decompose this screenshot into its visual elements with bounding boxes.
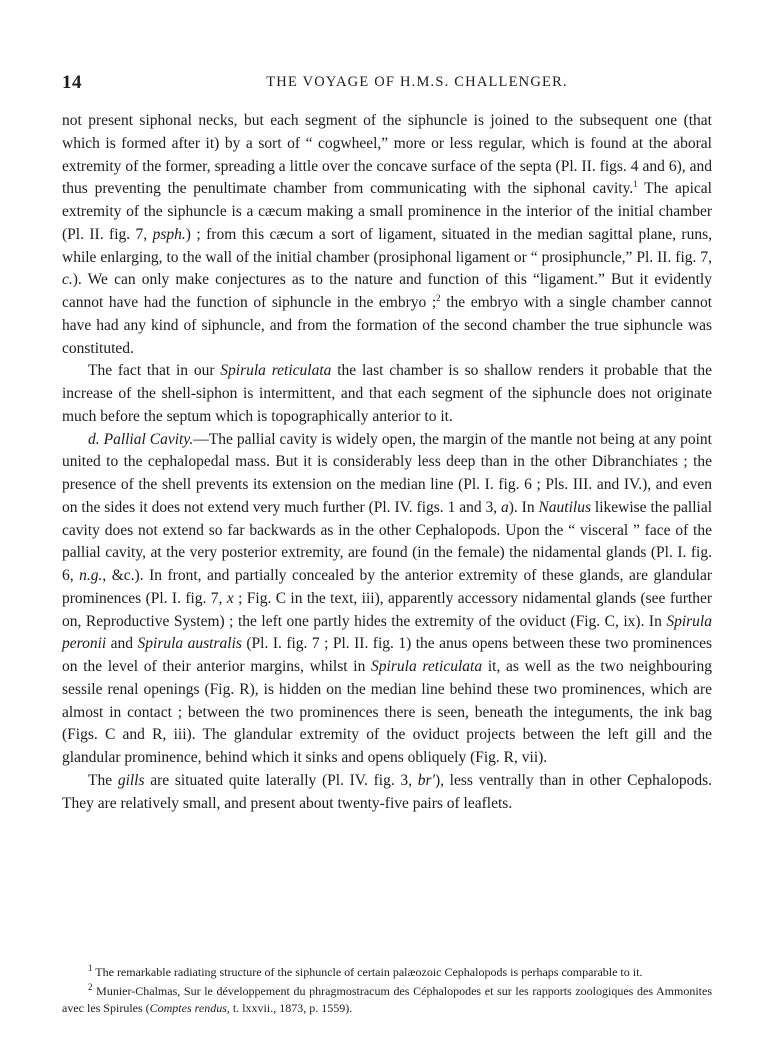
page-number: 14 — [62, 72, 82, 93]
footnote-text: Munier-Chalmas, Sur le développement du phragmostracum des Céphalopodes et sur les rapports zoologiques des Ammonites avec les Spirules ( — [62, 984, 712, 1015]
footnote-marker: 2 — [88, 982, 93, 992]
paragraph-gills — [62, 770, 712, 816]
footnote-ref: 1 — [633, 179, 638, 190]
italic-run: Spirula peronii — [62, 612, 712, 653]
text-run: The fact that in our — [88, 362, 221, 380]
text-run: , &c.). In front, and partially concealed by the anterior extremity of these glands, are glandular prominences (Pl. I. fig. 7, — [62, 567, 712, 607]
text-run: The apical extremity of the siphuncle is a cæcum making a small prominence in the interior of the initial chamber (Pl. II. fig. 7, — [62, 180, 712, 243]
italic-run: c. — [62, 271, 73, 289]
text-run: ). We can only make conjectures as to the nature and function of this “ligament.” But it evidently cannot have had the function of siphuncle in the embryo ; — [62, 271, 712, 311]
footnotes — [62, 964, 712, 1019]
text-run: are situated quite laterally (Pl. IV. fig. 3, — [144, 771, 418, 789]
text-run: ) ; from this cæcum a sort of ligament, situated in the median sagittal plane, runs, while enlarging, to the wall of the initial chamber (prosiphonal ligament or “ prosiphuncle,” Pl. II. fig. 7, — [62, 225, 712, 266]
paragraph-pallial-cavity — [62, 429, 712, 770]
footnote-ref: 2 — [436, 292, 441, 303]
italic-run: a — [500, 498, 509, 516]
text-run: ). In — [508, 498, 539, 516]
running-title: THE VOYAGE OF H.M.S. CHALLENGER. — [266, 74, 568, 90]
section-heading: d. Pallial Cavity. — [88, 430, 194, 448]
text-run: the embryo with a single chamber cannot have had any kind of siphuncle, and from the formation of the second chamber the true siphuncle was constituted. — [62, 294, 712, 357]
italic-run: Spirula reticulata — [371, 658, 483, 675]
footnote-marker: 1 — [88, 963, 93, 973]
paragraph — [62, 110, 712, 360]
italic-run: Spirula australis — [137, 635, 242, 653]
italic-run: Spirula reticulata — [220, 362, 332, 380]
page-header — [62, 72, 712, 96]
text-run: not present siphonal necks, but each segment of the siphuncle is joined to the subsequent one (that which is formed after it) by a sort of “ cogwheel,” more or less regular, which is found at the aboral extremity of the former, spreading a little over the concave surface of the septa (Pl. II. figs. 4 and 6), and thus preventing the penultimate chamber from communicating with the siphonal cavity. — [62, 112, 712, 198]
text-run: —The pallial cavity is widely open, the margin of the mantle not being at any point united to the cephalopedal mass. But it is considerably less deep than in the other Dibranchiates ; the presence of the shell prevents its extension on the median line (Pl. I. fig. 6 ; Pls. III. and IV.), and even on the sides it does not extend very much further (Pl. IV. figs. 1 and 3, — [62, 430, 712, 516]
footnote-journal-title: Comptes rendus, — [149, 1001, 230, 1015]
footnote-2 — [62, 983, 712, 1017]
text-run: it, as well as the two neighbouring sessile renal openings (Fig. R), is hidden on the median line behind these two prominences, which are almost in contact ; between the two prominences there is seen, beneath the integuments, the ink bag (Figs. C and R, iii). The glandular extremity of the oviduct projects between the left gill and the glandular prominence, behind which it sinks and opens obliquely (Fig. R, vii). — [62, 658, 712, 766]
italic-run: br′ — [417, 771, 435, 789]
text-run: ), less ventrally than in other Cephalopods. They are relatively small, and present about twenty-five pairs of leaflets. — [62, 771, 712, 812]
italic-run: gills — [117, 771, 145, 789]
footnote-1 — [62, 964, 712, 981]
italic-run: psph. — [152, 225, 186, 243]
italic-run: Nautilus — [538, 498, 592, 516]
text-run: and — [106, 635, 138, 653]
italic-run: x — [226, 589, 234, 607]
text-run: the last chamber is so shallow renders it probable that the increase of the shell-siphon is intermittent, and that each segment of the siphuncle does not originate much before the septum which is topographically anterior to it. — [62, 362, 712, 425]
text-run: likewise the pallial cavity does not extend so far backwards as in the other Cephalopods. Upon the “ visceral ” face of the pallial cavity, at the very posterior extremity, are found (in the female) the nidamental glands (Pl. I. fig. 6, — [62, 498, 712, 584]
paragraph — [62, 360, 712, 428]
italic-run: n.g. — [79, 567, 103, 584]
text-run: The — [88, 771, 118, 789]
footnote-text: The remarkable radiating structure of the siphuncle of certain palæozoic Cephalopods is perhaps comparable to it. — [92, 965, 643, 979]
text-run: ; Fig. C in the text, iii), apparently accessory nidamental glands (see further on, Reproductive System) ; the left one partly hides the extremity of the oviduct (Fig. C, ix). In — [62, 589, 712, 630]
footnote-text: t. lxxvii., 1873, p. 1559). — [229, 1001, 353, 1015]
body-text — [62, 110, 712, 815]
text-run: (Pl. I. fig. 7 ; Pl. II. fig. 1) the anus opens between these two prominences on the level of their anterior margins, whilst in — [62, 635, 712, 675]
